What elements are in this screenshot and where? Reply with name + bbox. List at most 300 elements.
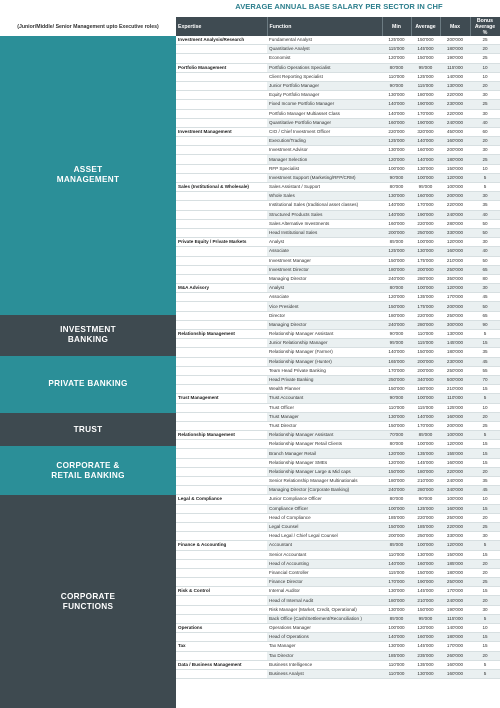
cell-max: 240'000 (440, 210, 470, 219)
sector-block: TRUST (0, 413, 176, 446)
cell-max: 170'000 (440, 642, 470, 651)
cell-max: 185'000 (440, 559, 470, 568)
table-row (176, 91, 500, 100)
cell-expertise (176, 247, 267, 256)
cell-min: 180'000 (382, 265, 411, 274)
cell-expertise (176, 118, 267, 127)
cell-bonus: 5 (470, 394, 500, 403)
table-row (176, 669, 500, 678)
cell-average: 160'000 (411, 633, 440, 642)
cell-bonus: 30 (470, 238, 500, 247)
cell-max: 120'000 (440, 440, 470, 449)
cell-average: 235'000 (411, 651, 440, 660)
cell-function: Managing Director (267, 320, 382, 329)
cell-bonus: 15 (470, 587, 500, 596)
cell-max: 250'000 (440, 513, 470, 522)
cell-max: 150'000 (440, 550, 470, 559)
cell-bonus: 35 (470, 201, 500, 210)
cell-bonus: 45 (470, 357, 500, 366)
cell-average: 115'000 (411, 81, 440, 90)
cell-average: 100'000 (411, 541, 440, 550)
cell-function: Head Institutional Sales (267, 228, 382, 237)
cell-expertise: Risk & Control (176, 587, 267, 596)
cell-average: 135'000 (411, 293, 440, 302)
cell-bonus: 15 (470, 504, 500, 513)
cell-bonus: 10 (470, 624, 500, 633)
cell-min: 150'000 (382, 256, 411, 265)
cell-expertise: Tax (176, 642, 267, 651)
table-row (176, 578, 500, 587)
table-row (176, 81, 500, 90)
cell-expertise: Investment Analysis/Research (176, 36, 267, 45)
cell-expertise: Investment Management (176, 127, 267, 136)
cell-function: Tax Director (267, 651, 382, 660)
cell-expertise (176, 164, 267, 173)
cell-function: Trust Director (267, 421, 382, 430)
sector-block: PRIVATE BANKING (0, 356, 176, 413)
cell-max: 340'000 (440, 486, 470, 495)
cell-expertise (176, 357, 267, 366)
cell-bonus: 10 (470, 63, 500, 72)
cell-max: 155'000 (440, 449, 470, 458)
cell-bonus: 65 (470, 265, 500, 274)
cell-expertise (176, 614, 267, 623)
cell-function: Vice President (267, 302, 382, 311)
cell-expertise (176, 522, 267, 531)
cell-bonus: 20 (470, 45, 500, 54)
table-row (176, 100, 500, 109)
table-row (176, 421, 500, 430)
table-row (176, 431, 500, 440)
cell-bonus: 5 (470, 614, 500, 623)
cell-average: 180'000 (411, 385, 440, 394)
cell-average: 170'000 (411, 109, 440, 118)
cell-max: 260'000 (440, 651, 470, 660)
cell-function: Back Office (Cash/Settlement/Reconciliation ) (267, 614, 382, 623)
table-row (176, 440, 500, 449)
cell-average: 150'000 (411, 605, 440, 614)
cell-average: 85'000 (411, 431, 440, 440)
cell-function: Risk Manager (Market, Credit, Operational) (267, 605, 382, 614)
cell-function: Finance Director (267, 578, 382, 587)
cell-average: 190'000 (411, 100, 440, 109)
table-row (176, 522, 500, 531)
cell-expertise (176, 109, 267, 118)
table-row (176, 137, 500, 146)
cell-bonus: 15 (470, 339, 500, 348)
cell-bonus: 40 (470, 210, 500, 219)
cell-max: 180'000 (440, 348, 470, 357)
cell-expertise (176, 669, 267, 678)
cell-max: 230'000 (440, 100, 470, 109)
cell-function: Quantitative Portfolio Manager (267, 118, 382, 127)
cell-expertise (176, 504, 267, 513)
cell-max: 170'000 (440, 293, 470, 302)
table-row (176, 155, 500, 164)
table-row (176, 550, 500, 559)
cell-min: 80'000 (382, 495, 411, 504)
sector-block: CORPORATE FUNCTIONS (0, 495, 176, 708)
page-title: AVERAGE ANNUAL BASE SALARY PER SECTOR IN CHF (235, 2, 443, 11)
cell-expertise (176, 155, 267, 164)
cell-bonus: 45 (470, 293, 500, 302)
table-row (176, 228, 500, 237)
cell-function: Portfolio Manager Multiasset Class (267, 109, 382, 118)
cell-average: 100'000 (411, 394, 440, 403)
cell-min: 80'000 (382, 183, 411, 192)
cell-bonus: 35 (470, 348, 500, 357)
col-header-average: Average (411, 17, 440, 36)
cell-min: 180'000 (382, 311, 411, 320)
cell-function: Quantitative Analyst (267, 45, 382, 54)
cell-min: 240'000 (382, 274, 411, 283)
table-row (176, 247, 500, 256)
cell-average: 280'000 (411, 274, 440, 283)
cell-bonus: 15 (470, 633, 500, 642)
cell-min: 100'000 (382, 504, 411, 513)
cell-max: 190'000 (440, 605, 470, 614)
cell-min: 130'000 (382, 642, 411, 651)
cell-function: Investment Advisor (267, 146, 382, 155)
cell-expertise: M&A Advisory (176, 284, 267, 293)
cell-min: 140'000 (382, 210, 411, 219)
cell-function: Head Private Banking (267, 375, 382, 384)
cell-average: 175'000 (411, 256, 440, 265)
cell-bonus: 15 (470, 440, 500, 449)
cell-max: 120'000 (440, 238, 470, 247)
cell-min: 125'000 (382, 36, 411, 45)
cell-expertise (176, 293, 267, 302)
cell-min: 70'000 (382, 431, 411, 440)
cell-max: 280'000 (440, 219, 470, 228)
table-row (176, 559, 500, 568)
cell-bonus: 15 (470, 385, 500, 394)
cell-bonus: 30 (470, 532, 500, 541)
table-row (176, 109, 500, 118)
table-row (176, 449, 500, 458)
table-row (176, 183, 500, 192)
table-row (176, 63, 500, 72)
cell-expertise: Operations (176, 624, 267, 633)
cell-function: Head of Accounting (267, 559, 382, 568)
cell-bonus: 30 (470, 192, 500, 201)
cell-average: 130'000 (411, 164, 440, 173)
cell-average: 100'000 (411, 440, 440, 449)
cell-average: 130'000 (411, 550, 440, 559)
cell-max: 100'000 (440, 431, 470, 440)
cell-function: Relationship Manager Assistant (267, 431, 382, 440)
cell-max: 120'000 (440, 541, 470, 550)
sector-list (0, 36, 176, 708)
col-header-expertise: Expertise (176, 17, 267, 36)
cell-min: 90'000 (382, 81, 411, 90)
cell-function: Junior Relationship Manager (267, 339, 382, 348)
cell-function: Execution/Trading (267, 137, 382, 146)
cell-min: 180'000 (382, 477, 411, 486)
cell-max: 100'000 (440, 183, 470, 192)
cell-max: 200'000 (440, 192, 470, 201)
cell-max: 200'000 (440, 421, 470, 430)
cell-average: 150'000 (411, 36, 440, 45)
cell-function: Compliance Officer (267, 504, 382, 513)
cell-function: Relationship Manager (Hunter) (267, 357, 382, 366)
cell-expertise (176, 375, 267, 384)
cell-min: 130'000 (382, 146, 411, 155)
cell-function: Client Reporting Specialist (267, 72, 382, 81)
cell-bonus: 40 (470, 118, 500, 127)
table-row (176, 495, 500, 504)
cell-min: 150'000 (382, 522, 411, 531)
cell-average: 145'000 (411, 642, 440, 651)
cell-max: 200'000 (440, 146, 470, 155)
cell-function: Operations Manager (267, 624, 382, 633)
cell-expertise (176, 467, 267, 476)
table-row (176, 238, 500, 247)
cell-average: 150'000 (411, 348, 440, 357)
table-row (176, 614, 500, 623)
cell-max: 210'000 (440, 385, 470, 394)
cell-bonus: 50 (470, 228, 500, 237)
cell-bonus: 20 (470, 81, 500, 90)
cell-bonus: 20 (470, 412, 500, 421)
cell-average: 280'000 (411, 320, 440, 329)
table-row (176, 72, 500, 81)
cell-average: 145'000 (411, 458, 440, 467)
table-row (176, 624, 500, 633)
table-row (176, 541, 500, 550)
cell-function: Analyst (267, 238, 382, 247)
cell-expertise (176, 651, 267, 660)
cell-average: 180'000 (411, 91, 440, 100)
cell-min: 120'000 (382, 449, 411, 458)
cell-expertise (176, 550, 267, 559)
cell-max: 120'000 (440, 173, 470, 182)
cell-expertise (176, 513, 267, 522)
cell-function: Relationship Manager Large & Mid caps (267, 467, 382, 476)
cell-max: 190'000 (440, 54, 470, 63)
cell-bonus: 40 (470, 247, 500, 256)
cell-expertise (176, 605, 267, 614)
col-header-max: Max (440, 17, 470, 36)
table-row (176, 660, 500, 669)
cell-max: 145'000 (440, 339, 470, 348)
cell-function: Relationship Manager (Farmer) (267, 348, 382, 357)
cell-min: 80'000 (382, 284, 411, 293)
cell-max: 180'000 (440, 568, 470, 577)
cell-function: Tax Manager (267, 642, 382, 651)
table-row (176, 587, 500, 596)
cell-average: 115'000 (411, 403, 440, 412)
cell-bonus: 90 (470, 320, 500, 329)
cell-average: 135'000 (411, 660, 440, 669)
cell-bonus: 60 (470, 127, 500, 136)
cell-expertise (176, 54, 267, 63)
cell-expertise: Trust Management (176, 394, 267, 403)
cell-max: 130'000 (440, 330, 470, 339)
cell-bonus: 70 (470, 375, 500, 384)
cell-bonus: 30 (470, 146, 500, 155)
cell-expertise (176, 385, 267, 394)
cell-min: 240'000 (382, 320, 411, 329)
cell-function: Analyst (267, 284, 382, 293)
cell-min: 130'000 (382, 91, 411, 100)
cell-expertise (176, 81, 267, 90)
cell-max: 110'000 (440, 394, 470, 403)
cell-max: 115'000 (440, 63, 470, 72)
cell-min: 160'000 (382, 118, 411, 127)
cell-bonus: 10 (470, 403, 500, 412)
col-header-function: Function (267, 17, 382, 36)
cell-min: 130'000 (382, 412, 411, 421)
cell-average: 100'000 (411, 284, 440, 293)
table-row (176, 532, 500, 541)
cell-average: 140'000 (411, 155, 440, 164)
cell-min: 95'000 (382, 339, 411, 348)
cell-average: 320'000 (411, 127, 440, 136)
cell-min: 80'000 (382, 440, 411, 449)
cell-function: Junior Portfolio Manager (267, 81, 382, 90)
cell-expertise (176, 596, 267, 605)
cell-bonus: 15 (470, 458, 500, 467)
cell-max: 120'000 (440, 284, 470, 293)
cell-bonus: 50 (470, 219, 500, 228)
cell-bonus: 5 (470, 330, 500, 339)
cell-max: 230'000 (440, 357, 470, 366)
cell-expertise: Legal & Compliance (176, 495, 267, 504)
cell-function: Whole Sales (267, 192, 382, 201)
table-row (176, 330, 500, 339)
cell-min: 100'000 (382, 164, 411, 173)
cell-expertise: Portfolio Management (176, 63, 267, 72)
cell-bonus: 5 (470, 541, 500, 550)
cell-min: 140'000 (382, 100, 411, 109)
cell-max: 220'000 (440, 522, 470, 531)
cell-min: 180'000 (382, 596, 411, 605)
cell-bonus: 25 (470, 36, 500, 45)
cell-expertise (176, 449, 267, 458)
cell-expertise (176, 477, 267, 486)
cell-average: 190'000 (411, 578, 440, 587)
cell-min: 90'000 (382, 173, 411, 182)
cell-min: 150'000 (382, 385, 411, 394)
table-row (176, 513, 500, 522)
cell-average: 220'000 (411, 311, 440, 320)
cell-average: 160'000 (411, 146, 440, 155)
cell-function: Fixed Income Portfolio Manager (267, 100, 382, 109)
table-row (176, 357, 500, 366)
cell-expertise (176, 366, 267, 375)
table-row (176, 467, 500, 476)
table-row (176, 210, 500, 219)
cell-average: 180'000 (411, 467, 440, 476)
cell-function: RFP Specialist (267, 164, 382, 173)
cell-average: 185'000 (411, 522, 440, 531)
cell-min: 200'000 (382, 532, 411, 541)
cell-average: 100'000 (411, 238, 440, 247)
sector-block: CORPORATE & RETAIL BANKING (0, 446, 176, 495)
cell-expertise (176, 228, 267, 237)
cell-average: 125'000 (411, 504, 440, 513)
cell-max: 140'000 (440, 72, 470, 81)
cell-bonus: 20 (470, 137, 500, 146)
cell-min: 120'000 (382, 54, 411, 63)
cell-average: 160'000 (411, 559, 440, 568)
cell-bonus: 25 (470, 100, 500, 109)
cell-average: 135'000 (411, 449, 440, 458)
cell-min: 140'000 (382, 559, 411, 568)
cell-min: 80'000 (382, 63, 411, 72)
cell-bonus: 55 (470, 366, 500, 375)
cell-bonus: 5 (470, 183, 500, 192)
cell-min: 100'000 (382, 624, 411, 633)
cell-max: 240'000 (440, 118, 470, 127)
table-row (176, 642, 500, 651)
cell-average: 140'000 (411, 137, 440, 146)
cell-function: Structured Products Sales (267, 210, 382, 219)
table-row (176, 375, 500, 384)
cell-bonus: 15 (470, 550, 500, 559)
table-row (176, 146, 500, 155)
cell-bonus: 50 (470, 256, 500, 265)
cell-average: 280'000 (411, 486, 440, 495)
cell-min: 110'000 (382, 550, 411, 559)
cell-average: 90'000 (411, 495, 440, 504)
cell-bonus: 45 (470, 486, 500, 495)
salary-table-wrap (176, 17, 500, 679)
cell-max: 220'000 (440, 91, 470, 100)
table-body (176, 36, 500, 679)
cell-average: 95'000 (411, 614, 440, 623)
table-row (176, 385, 500, 394)
cell-max: 330'000 (440, 532, 470, 541)
table-row (176, 311, 500, 320)
cell-expertise: Relationship Management (176, 330, 267, 339)
cell-function: Junior Compliance Officer (267, 495, 382, 504)
cell-min: 85'000 (382, 614, 411, 623)
cell-max: 170'000 (440, 587, 470, 596)
cell-min: 140'000 (382, 109, 411, 118)
cell-min: 185'000 (382, 513, 411, 522)
cell-expertise (176, 578, 267, 587)
table-row (176, 284, 500, 293)
cell-max: 240'000 (440, 596, 470, 605)
cell-min: 130'000 (382, 192, 411, 201)
cell-average: 145'000 (411, 587, 440, 596)
cell-expertise: Finance & Accounting (176, 541, 267, 550)
cell-max: 100'000 (440, 495, 470, 504)
cell-max: 160'000 (440, 137, 470, 146)
cell-max: 250'000 (440, 366, 470, 375)
cell-expertise (176, 403, 267, 412)
cell-min: 185'000 (382, 651, 411, 660)
cell-function: Associate (267, 293, 382, 302)
cell-bonus: 50 (470, 302, 500, 311)
table-row (176, 651, 500, 660)
table-row (176, 201, 500, 210)
cell-average: 170'000 (411, 201, 440, 210)
table-row (176, 219, 500, 228)
table-row (176, 366, 500, 375)
cell-expertise: Private Equity / Private Markets (176, 238, 267, 247)
sector-block: INVESTMENT BANKING (0, 315, 176, 356)
cell-min: 110'000 (382, 660, 411, 669)
cell-max: 240'000 (440, 477, 470, 486)
cell-function: Equity Portfolio Manager (267, 91, 382, 100)
table-row (176, 348, 500, 357)
cell-bonus: 30 (470, 284, 500, 293)
cell-function: Director (267, 311, 382, 320)
cell-expertise (176, 412, 267, 421)
